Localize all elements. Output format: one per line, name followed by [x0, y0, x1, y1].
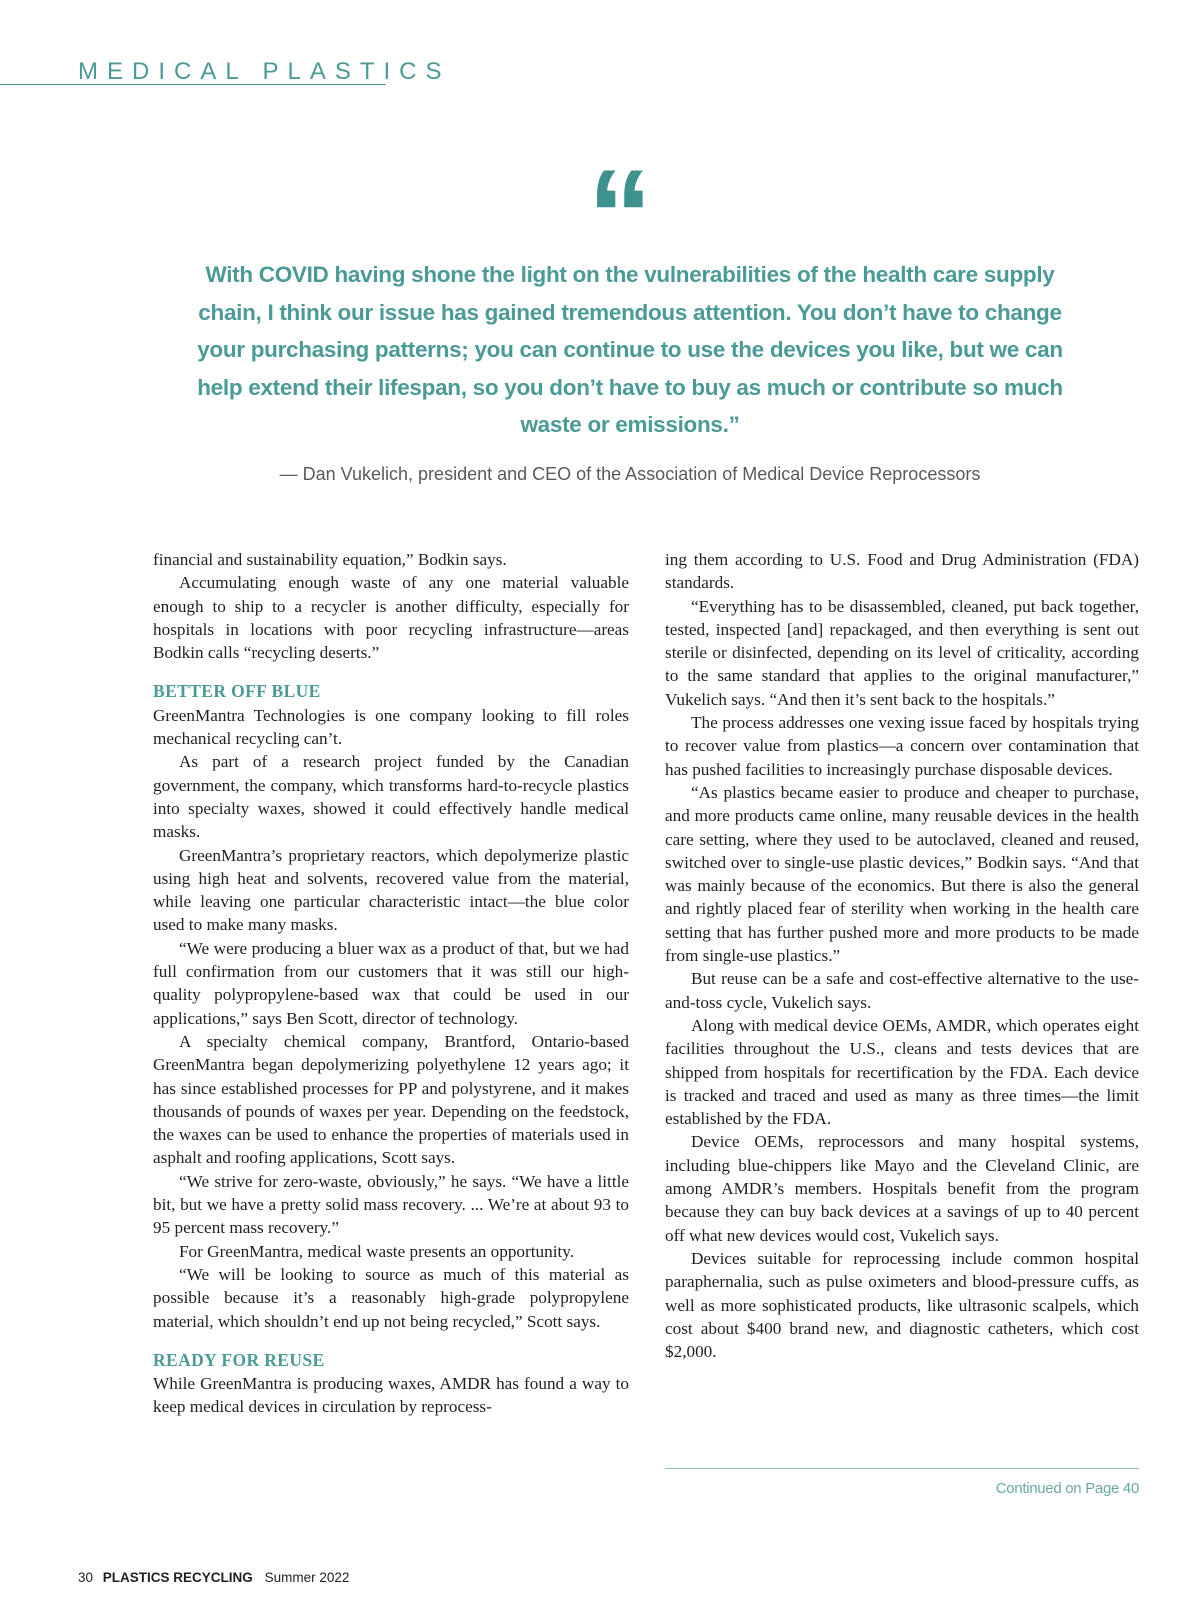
paragraph: GreenMantra Technologies is one company looking to fill roles mechanical recycling can’t. — [153, 705, 629, 749]
paragraph: But reuse can be a safe and cost-effective alternative to the use-and-toss cycle, Vukelich says. — [665, 969, 1139, 1012]
paragraph: Accumulating enough waste of any one material valuable enough to ship to a recycler is another difficulty, especially for hospitals in locations with poor recycling infrastructure—areas Bodkin calls “recycling deserts.” — [153, 573, 629, 663]
section-label: MEDICAL PLASTICS — [78, 58, 451, 85]
subheading-better-off-blue: BETTER OFF BLUE — [153, 681, 321, 702]
continued-link[interactable]: Continued on Page 40 — [995, 1480, 1139, 1497]
paragraph: financial and sustainability equation,” Bodkin says. — [153, 550, 507, 569]
right-column — [665, 548, 1139, 1363]
paragraph: “We were producing a bluer wax as a product of that, but we had full confirmation from our customers that it was still our high-quality polypropylene-based wax that could be used in our applications,” says Ben Scott, director of technology. — [153, 938, 629, 1028]
page-number: 30 — [78, 1570, 94, 1585]
paragraph: “As plastics became easier to produce and cheaper to purchase, and more products came online, many reusable devices in the health care setting, where they used to be autoclaved, cleaned and reused, switched over to single-use plastic devices,” Bodkin says. “And that was mainly because of the economics. But there is also the general and rightly placed fear of sterility when working in the health care setting that has further pushed more and more products to be made from single-use plastics.” — [665, 782, 1139, 966]
paragraph: For GreenMantra, medical waste presents an opportunity. — [179, 1241, 575, 1261]
paragraph: The process addresses one vexing issue faced by hospitals trying to recover value from plastics—a concern over contamination that has pushed facilities to increasingly purchase disposable devices. — [665, 713, 1139, 779]
publication-name: PLASTICS RECYCLING — [102, 1570, 253, 1585]
pull-quote-attribution: — Dan Vukelich, president and CEO of the Association of Medical Device Reprocessors — [279, 464, 981, 484]
paragraph: “We will be looking to source as much of this material as possible because it’s a reasonably high-grade polypropylene material, which shouldn’t end up not being recycled,” Scott says. — [153, 1264, 629, 1331]
paragraph: Device OEMs, reprocessors and many hospital systems, including blue-chippers like Mayo and the Cleveland Clinic, are among AMDR’s members. Hospitals benefit from the program because they can buy back devices at a savings of up to 40 percent off what new devices would cost, Vukelich says. — [665, 1132, 1139, 1245]
paragraph: ing them according to U.S. Food and Drug Administration (FDA) standards. — [665, 550, 1139, 593]
continued-rule — [665, 1468, 1139, 1469]
paragraph: “Everything has to be disassembled, cleaned, put back together, tested, inspected [and] repackaged, and then everything is sent out sterile or disinfected, depending on its level of criticality, according to the same standard that applies to the original manufacturer,” Vukelich says. “And then it’s sent back to the hospitals.” — [665, 596, 1139, 709]
paragraph: Devices suitable for reprocessing include common hospital paraphernalia, such as pulse oximeters and blood-pressure cuffs, as well as more sophisticated products, like ultrasonic scalpels, which cost about $400 brand new, and diagnostic catheters, which cost $2,000. — [665, 1248, 1139, 1362]
issue-date: Summer 2022 — [264, 1570, 350, 1585]
paragraph: While GreenMantra is producing waxes, AMDR has found a way to keep medical devices in circulation by reprocess- — [153, 1374, 629, 1417]
quote-mark-icon: “ — [587, 142, 653, 288]
paragraph: GreenMantra’s proprietary reactors, which depolymerize plastic using high heat and solvents, recovered value from the material, while leaving one particular characteristic intact—the blue color used to make many masks. — [153, 845, 629, 935]
section-rule — [0, 84, 386, 85]
paragraph: A specialty chemical company, Brantford, Ontario-based GreenMantra began depolymerizing polyethylene 12 years ago; it has since established processes for PP and polystyrene, and it makes thousands of pounds of waxes per year. Depending on the feedstock, the waxes can be used to enhance the properties of materials used in asphalt and roofing applications, Scott says. — [153, 1031, 629, 1168]
paragraph: As part of a research project funded by the Canadian government, the company, which transforms hard-to-recycle plastics into specialty waxes, showed it could effectively handle medical masks. — [153, 752, 629, 842]
page-footer — [78, 1570, 349, 1585]
subheading-ready-for-reuse: READY FOR REUSE — [153, 1349, 325, 1370]
pull-quote: With COVID having shone the light on the vulnerabilities of the health care supply chain, I think our issue has gained tremendous attention. You don’t have to change your purchasing patterns; you can continue to use the devices you like, but we can help extend their lifespan, so you don’t have to buy as much or contribute so much waste or emissions.” — [197, 262, 1063, 438]
paragraph: “We strive for zero-waste, obviously,” he says. “We have a little bit, but we have a pretty solid mass recovery. ... We’re at about 93 to 95 percent mass recovery.” — [153, 1171, 629, 1238]
left-column — [153, 548, 629, 1419]
paragraph: Along with medical device OEMs, AMDR, which operates eight facilities throughout the U.S., cleans and tests devices that are shipped from hospitals for recertification by the FDA. Each device is tracked and traced and used as many as three times—the limit established by the FDA. — [665, 1015, 1139, 1129]
